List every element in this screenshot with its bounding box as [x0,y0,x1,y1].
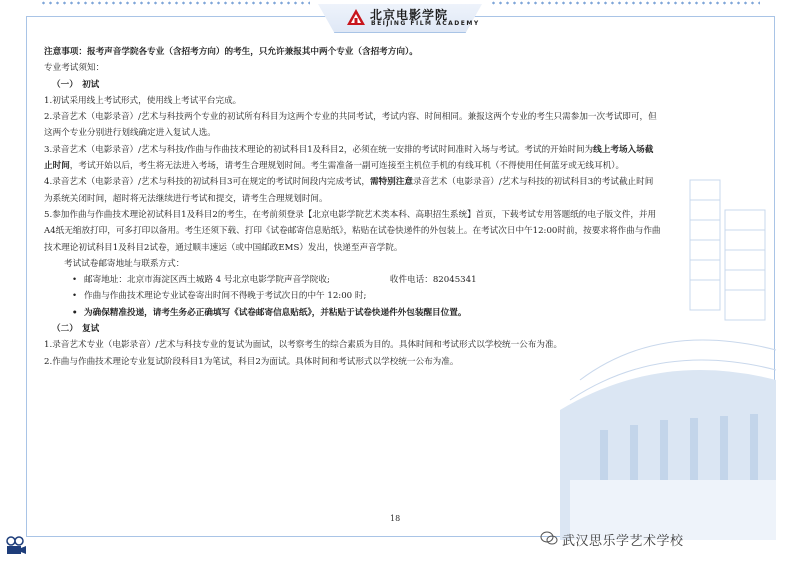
part1-item5-line1: 5.参加作曲与作曲技术理论初试科目1及科目2的考生，在考前须登录【北京电影学院艺术类本科、高职招生系统】首页，下载考试专用答题纸的电子版文件，并用 [44,209,657,220]
item4-text: 4.录音艺术（电影录音）/艺术与科技的初试科目3可在规定的考试时间段内完成考试， [44,177,370,188]
part1-item2-line2: 这两个专业分别进行划线确定进入复试人选。 [44,128,216,139]
item4-emphasis: 需特别注意 [369,177,413,188]
header-dots-left [40,0,310,6]
part2-heading: （二） 复试 [52,324,100,335]
part1-item4-line1 [44,174,760,190]
document-body [44,44,760,370]
film-academy-logo-icon [346,8,366,26]
part1-item3-line2 [44,158,760,174]
part1-item5-line3: 技术理论初试科目1及科目2试卷，通过顺丰速运（或中国邮政EMS）发出，快递至声音学院。 [44,242,403,253]
header-dots-right [490,0,760,6]
item3-emphasis-end: 止时间 [44,161,70,172]
school-name-en: BEIJING FILM ACADEMY [371,20,480,27]
part1-heading: （一） 初试 [52,79,100,90]
section-title: 专业考试须知： [44,63,105,74]
mail-title: 考试试卷邮寄地址与联系方式： [64,258,185,269]
part1-item3-line1 [44,142,760,158]
part1-item2-line1: 2.录音艺术（电影录音）/艺术与科技两个专业的初试所有科目为这两个专业的共同考试，考试内容、时间相同。兼报这两个专业的考生只需参加一次考试即可，但 [44,112,657,123]
part2-item1: 1.录音艺术专业（电影录音）/艺术与科技专业的复试为面试，以考察考生的综合素质为目的。具体时间和考试形式以学校统一公布为准。 [44,340,563,351]
item3-text-cont: ，考试开始以后，考生将无法进入考场，请考生合理规划时间。考生需准备一副可连接至主机位手机的有线耳机（不得使用任何蓝牙或无线耳机）。 [69,161,625,172]
mail-address-line [44,272,760,288]
wechat-account-icon [540,530,558,546]
school-name-cn: 北京电影学院 [370,8,449,22]
frame-left-border [26,16,27,536]
part1-item5-line2: A4纸无缩放打印，可多打印以备用。考生还须下载、打印《试卷邮寄信息贴纸》，粘贴在试卷快递件的外包装上。在考试次日中午12:00时前，按要求将作曲与作曲 [44,226,661,237]
part1-item1: 1.初试采用线上考试形式，使用线上考试平台完成。 [44,95,242,106]
item3-text: 3.录音艺术（电影录音）/艺术与科技/作曲与作曲技术理论的初试科目1及科目2，必须在统一安排的考试时间准时入场与考试。考试的开始时间为 [44,144,594,155]
mail-warning: • 为确保精准投递，请考生务必正确填写《试卷邮寄信息贴纸》，并粘贴于试卷快递件外包装醒目位置。 [44,305,760,321]
part1-item4-line2: 为系统关闭时间，超时将无法继续进行考试和提交，请考生合理规划时间。 [44,193,328,204]
notice-line: 注意事项：报考声音学院各专业（含招考方向）的考生，只允许兼报其中两个专业（含招考方向）。 [44,47,418,57]
page-number: 18 [390,514,401,523]
mail-deadline: • 作曲与作曲技术理论专业试卷寄出时间不得晚于考试次日的中午 12:00 时; [44,288,760,304]
mail-phone: 收件电话：82045341 [389,275,477,286]
item3-emphasis: 线上考场入场截 [593,144,654,155]
mail-address: 邮寄地址：北京市海淀区西土城路 4 号北京电影学院声音学院收; [84,275,330,286]
film-camera-icon [4,535,28,557]
part2-item2: 2.作曲与作曲技术理论专业复试阶段科目1为笔试，科目2为面试。具体时间和考试形式以学校统一公布为准。 [44,356,459,367]
watermark-text: 武汉思乐学艺术学校 [562,534,684,549]
item4-text-cont: 录音艺术（电影录音）/艺术与科技的初试科目3的考试截止时间 [412,177,654,188]
